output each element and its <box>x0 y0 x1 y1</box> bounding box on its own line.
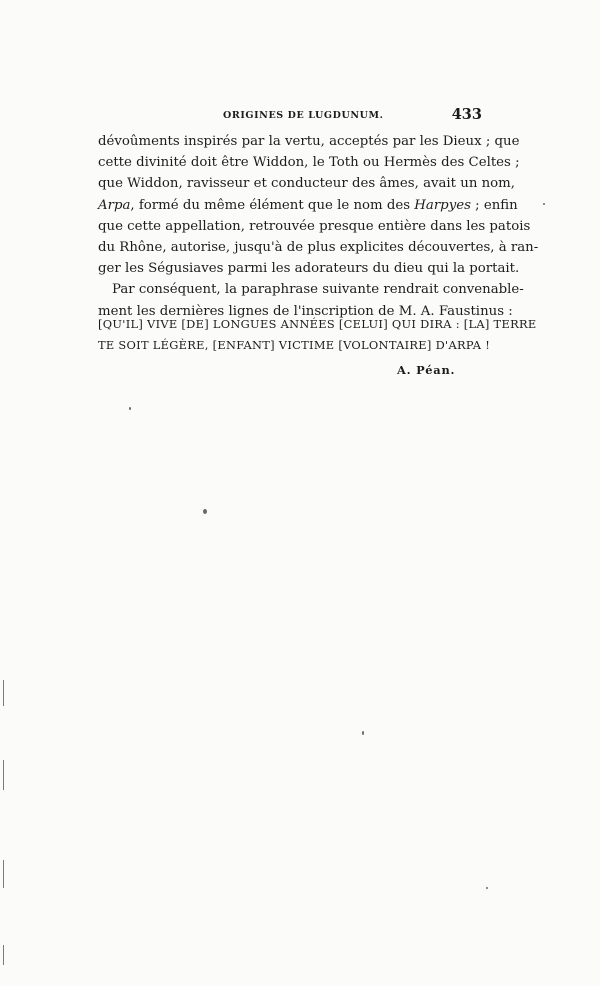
running-head <box>98 106 482 128</box>
text-line: que cette appellation, retrouvée presque entière dans les patois <box>98 218 531 234</box>
edge-mark <box>3 760 4 790</box>
text-line: cette divinité doit être Widdon, le Toth ou Hermès des Celtes ; <box>98 155 520 171</box>
inscription-paraphrase <box>98 314 537 356</box>
body-text <box>98 131 539 322</box>
text-line: Arpa, formé du même élément que le nom des Harpyes ; enfin <box>98 197 518 213</box>
edge-mark <box>3 860 4 888</box>
author-signature: A. Péan. <box>397 363 456 377</box>
text-line: du Rhône, autorise, jusqu'à de plus explicites découvertes, à ran- <box>98 240 539 256</box>
text-line: ment les dernières lignes de l'inscription de M. A. Faustinus : <box>98 303 513 319</box>
scan-speck <box>203 509 207 514</box>
italic-name: Harpyes <box>414 197 471 213</box>
inscription-line: [QU'IL] VIVE [DE] LONGUES ANNÉES [CELUI] QUI DIRA : [LA] TERRE <box>98 317 537 331</box>
italic-name: Arpa <box>98 197 131 213</box>
text-line: dévoûments inspirés par la vertu, acceptés par les Dieux ; que <box>98 134 520 149</box>
text-line: que Widdon, ravisseur et conducteur des âmes, avait un nom, <box>98 176 516 192</box>
page-number: 433 <box>451 106 482 123</box>
scan-speck <box>543 203 545 205</box>
scan-speck <box>486 887 488 889</box>
inscription-line: TE SOIT LÉGÈRE, [ENFANT] VICTIME [VOLONTAIRE] D'ARPA ! <box>98 338 491 352</box>
text-line: Par conséquent, la paraphrase suivante rendrait convenable- <box>112 282 524 298</box>
edge-mark <box>3 680 4 706</box>
scan-speck <box>362 731 364 735</box>
scan-speck <box>129 407 131 410</box>
text-line: ger les Ségusiaves parmi les adorateurs du dieu qui la portait. <box>98 261 520 277</box>
edge-mark <box>3 945 4 965</box>
running-title: ORIGINES DE LUGDUNUM. <box>223 110 384 121</box>
